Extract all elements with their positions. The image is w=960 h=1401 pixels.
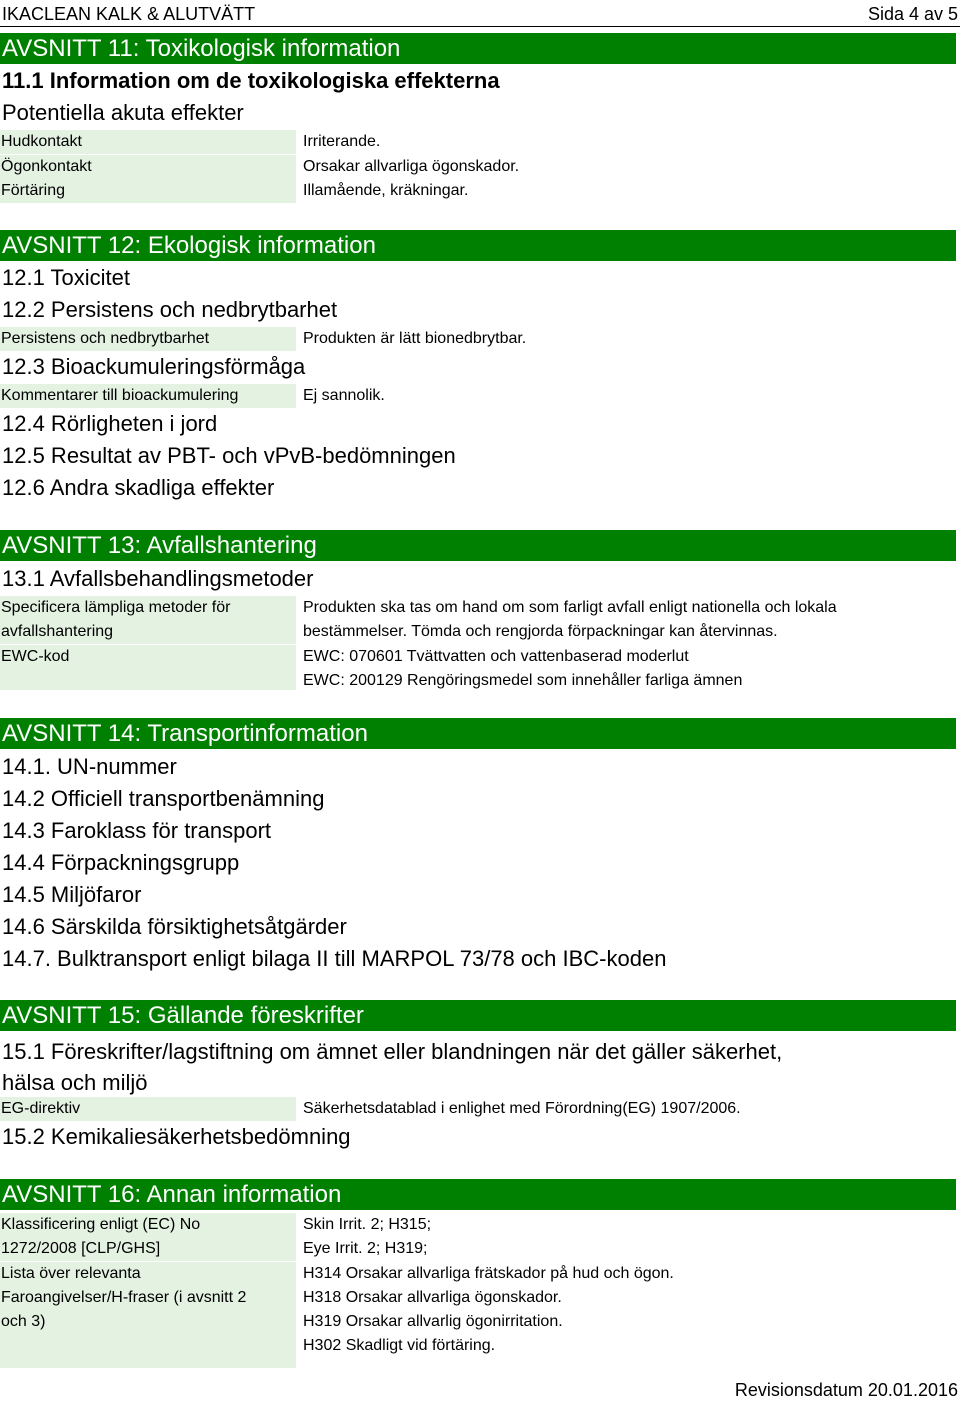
subsection-14-4: 14.4 Förpackningsgrupp — [2, 850, 240, 875]
document-title: IKACLEAN KALK & ALUTVÄTT — [2, 4, 256, 24]
value-h-phrases — [303, 1262, 674, 1358]
subsection-15-2: 15.2 Kemikaliesäkerhetsbedömning — [2, 1124, 351, 1149]
value-waste-methods-line-1: Produkten ska tas om hand om som farligt avfall enligt nationella och lokala — [303, 599, 837, 616]
value-ingestion: Illamående, kräkningar. — [303, 182, 469, 199]
subsection-13-1: 13.1 Avfallsbehandlingsmetoder — [2, 566, 314, 591]
section-11-title: AVSNITT 11: Toxikologisk information — [0, 33, 956, 64]
label-ewc-code: EWC-kod — [0, 645, 296, 690]
page-number: Sida 4 av 5 — [867, 4, 958, 24]
label-ingestion: Förtäring — [0, 179, 296, 203]
subsection-14-7: 14.7. Bulktransport enligt bilaga II till MARPOL 73/78 och IBC-koden — [2, 946, 667, 971]
subsection-12-1: 12.1 Toxicitet — [2, 265, 131, 290]
subsection-14-5: 14.5 Miljöfaror — [2, 882, 142, 907]
value-classification — [303, 1213, 431, 1261]
label-h-phrases-line-2: Faroangivelser/H-fraser (i avsnitt 2 — [1, 1289, 247, 1306]
section-13-title: AVSNITT 13: Avfallshantering — [0, 530, 956, 561]
label-waste-methods-line-1: Specificera lämpliga metoder för — [1, 599, 231, 616]
subsection-acute-effects: Potentiella akuta effekter — [2, 100, 244, 125]
value-classification-line-2: Eye Irrit. 2; H319; — [303, 1240, 428, 1257]
value-h-phrase-2: H318 Orsakar allvarliga ögonskador. — [303, 1289, 562, 1306]
value-h-phrase-4: H302 Skadligt vid förtäring. — [303, 1337, 496, 1354]
value-eg-directive: Säkerhetsdatablad i enlighet med Förordning(EG) 1907/2006. — [303, 1100, 741, 1117]
subsection-12-6: 12.6 Andra skadliga effekter — [2, 475, 275, 500]
section-15-title: AVSNITT 15: Gällande föreskrifter — [0, 1000, 956, 1031]
value-skin-contact: Irriterande. — [303, 133, 381, 150]
subsection-12-3: 12.3 Bioackumuleringsförmåga — [2, 354, 306, 379]
subsection-12-4: 12.4 Rörligheten i jord — [2, 411, 218, 436]
value-waste-methods — [303, 596, 837, 644]
label-eg-directive: EG-direktiv — [0, 1097, 296, 1121]
subsection-15-1-line-2: hälsa och miljö — [2, 1070, 148, 1095]
subsection-14-1: 14.1. UN-nummer — [2, 754, 177, 779]
label-waste-methods-line-2: avfallshantering — [1, 623, 114, 640]
value-h-phrase-1: H314 Orsakar allvarliga frätskador på hud och ögon. — [303, 1265, 674, 1282]
label-classification — [0, 1213, 296, 1261]
label-h-phrases-line-3: och 3) — [1, 1313, 46, 1330]
value-waste-methods-line-2: bestämmelser. Tömda och rengjorda förpackningar kan återvinnas. — [303, 623, 778, 640]
section-16-title: AVSNITT 16: Annan information — [0, 1179, 956, 1210]
label-classification-line-2: 1272/2008 [CLP/GHS] — [1, 1240, 161, 1257]
subsection-14-6: 14.6 Särskilda försiktighetsåtgärder — [2, 914, 347, 939]
value-classification-line-1: Skin Irrit. 2; H315; — [303, 1216, 432, 1233]
subsection-14-2: 14.2 Officiell transportbenämning — [2, 786, 325, 811]
revision-date: Revisionsdatum 20.01.2016 — [734, 1380, 958, 1400]
label-classification-line-1: Klassificering enligt (EC) No — [1, 1216, 201, 1233]
label-h-phrases — [0, 1262, 296, 1368]
section-12-title: AVSNITT 12: Ekologisk information — [0, 230, 956, 261]
subsection-15-1 — [2, 1036, 782, 1098]
section-14-title: AVSNITT 14: Transportinformation — [0, 718, 956, 749]
label-bioaccumulation: Kommentarer till bioackumulering — [0, 384, 296, 408]
value-ewc-line-1: EWC: 070601 Tvättvatten och vattenbaserad moderlut — [303, 648, 689, 665]
value-persistence: Produkten är lätt bionedbrytbar. — [303, 330, 527, 347]
subsection-12-2: 12.2 Persistens och nedbrytbarhet — [2, 297, 338, 322]
subsection-15-1-line-1: 15.1 Föreskrifter/lagstiftning om ämnet eller blandningen när det gäller säkerhet, — [2, 1039, 783, 1064]
value-eye-contact: Orsakar allvarliga ögonskador. — [303, 158, 520, 175]
label-persistence: Persistens och nedbrytbarhet — [0, 327, 296, 351]
label-skin-contact: Hudkontakt — [0, 130, 296, 154]
label-waste-methods — [0, 596, 296, 644]
value-ewc-line-2: EWC: 200129 Rengöringsmedel som innehåller farliga ämnen — [303, 672, 743, 689]
subsection-14-3: 14.3 Faroklass för transport — [2, 818, 272, 843]
subsection-11-1: 11.1 Information om de toxikologiska effekterna — [2, 68, 500, 93]
label-eye-contact: Ögonkontakt — [0, 155, 296, 179]
page-header — [0, 2, 960, 26]
subsection-12-5: 12.5 Resultat av PBT- och vPvB-bedömningen — [2, 443, 456, 468]
value-h-phrase-3: H319 Orsakar allvarlig ögonirritation. — [303, 1313, 563, 1330]
value-ewc-code — [303, 645, 742, 693]
label-h-phrases-line-1: Lista över relevanta — [1, 1265, 141, 1282]
header-rule — [0, 26, 960, 27]
value-bioaccumulation: Ej sannolik. — [303, 387, 385, 404]
